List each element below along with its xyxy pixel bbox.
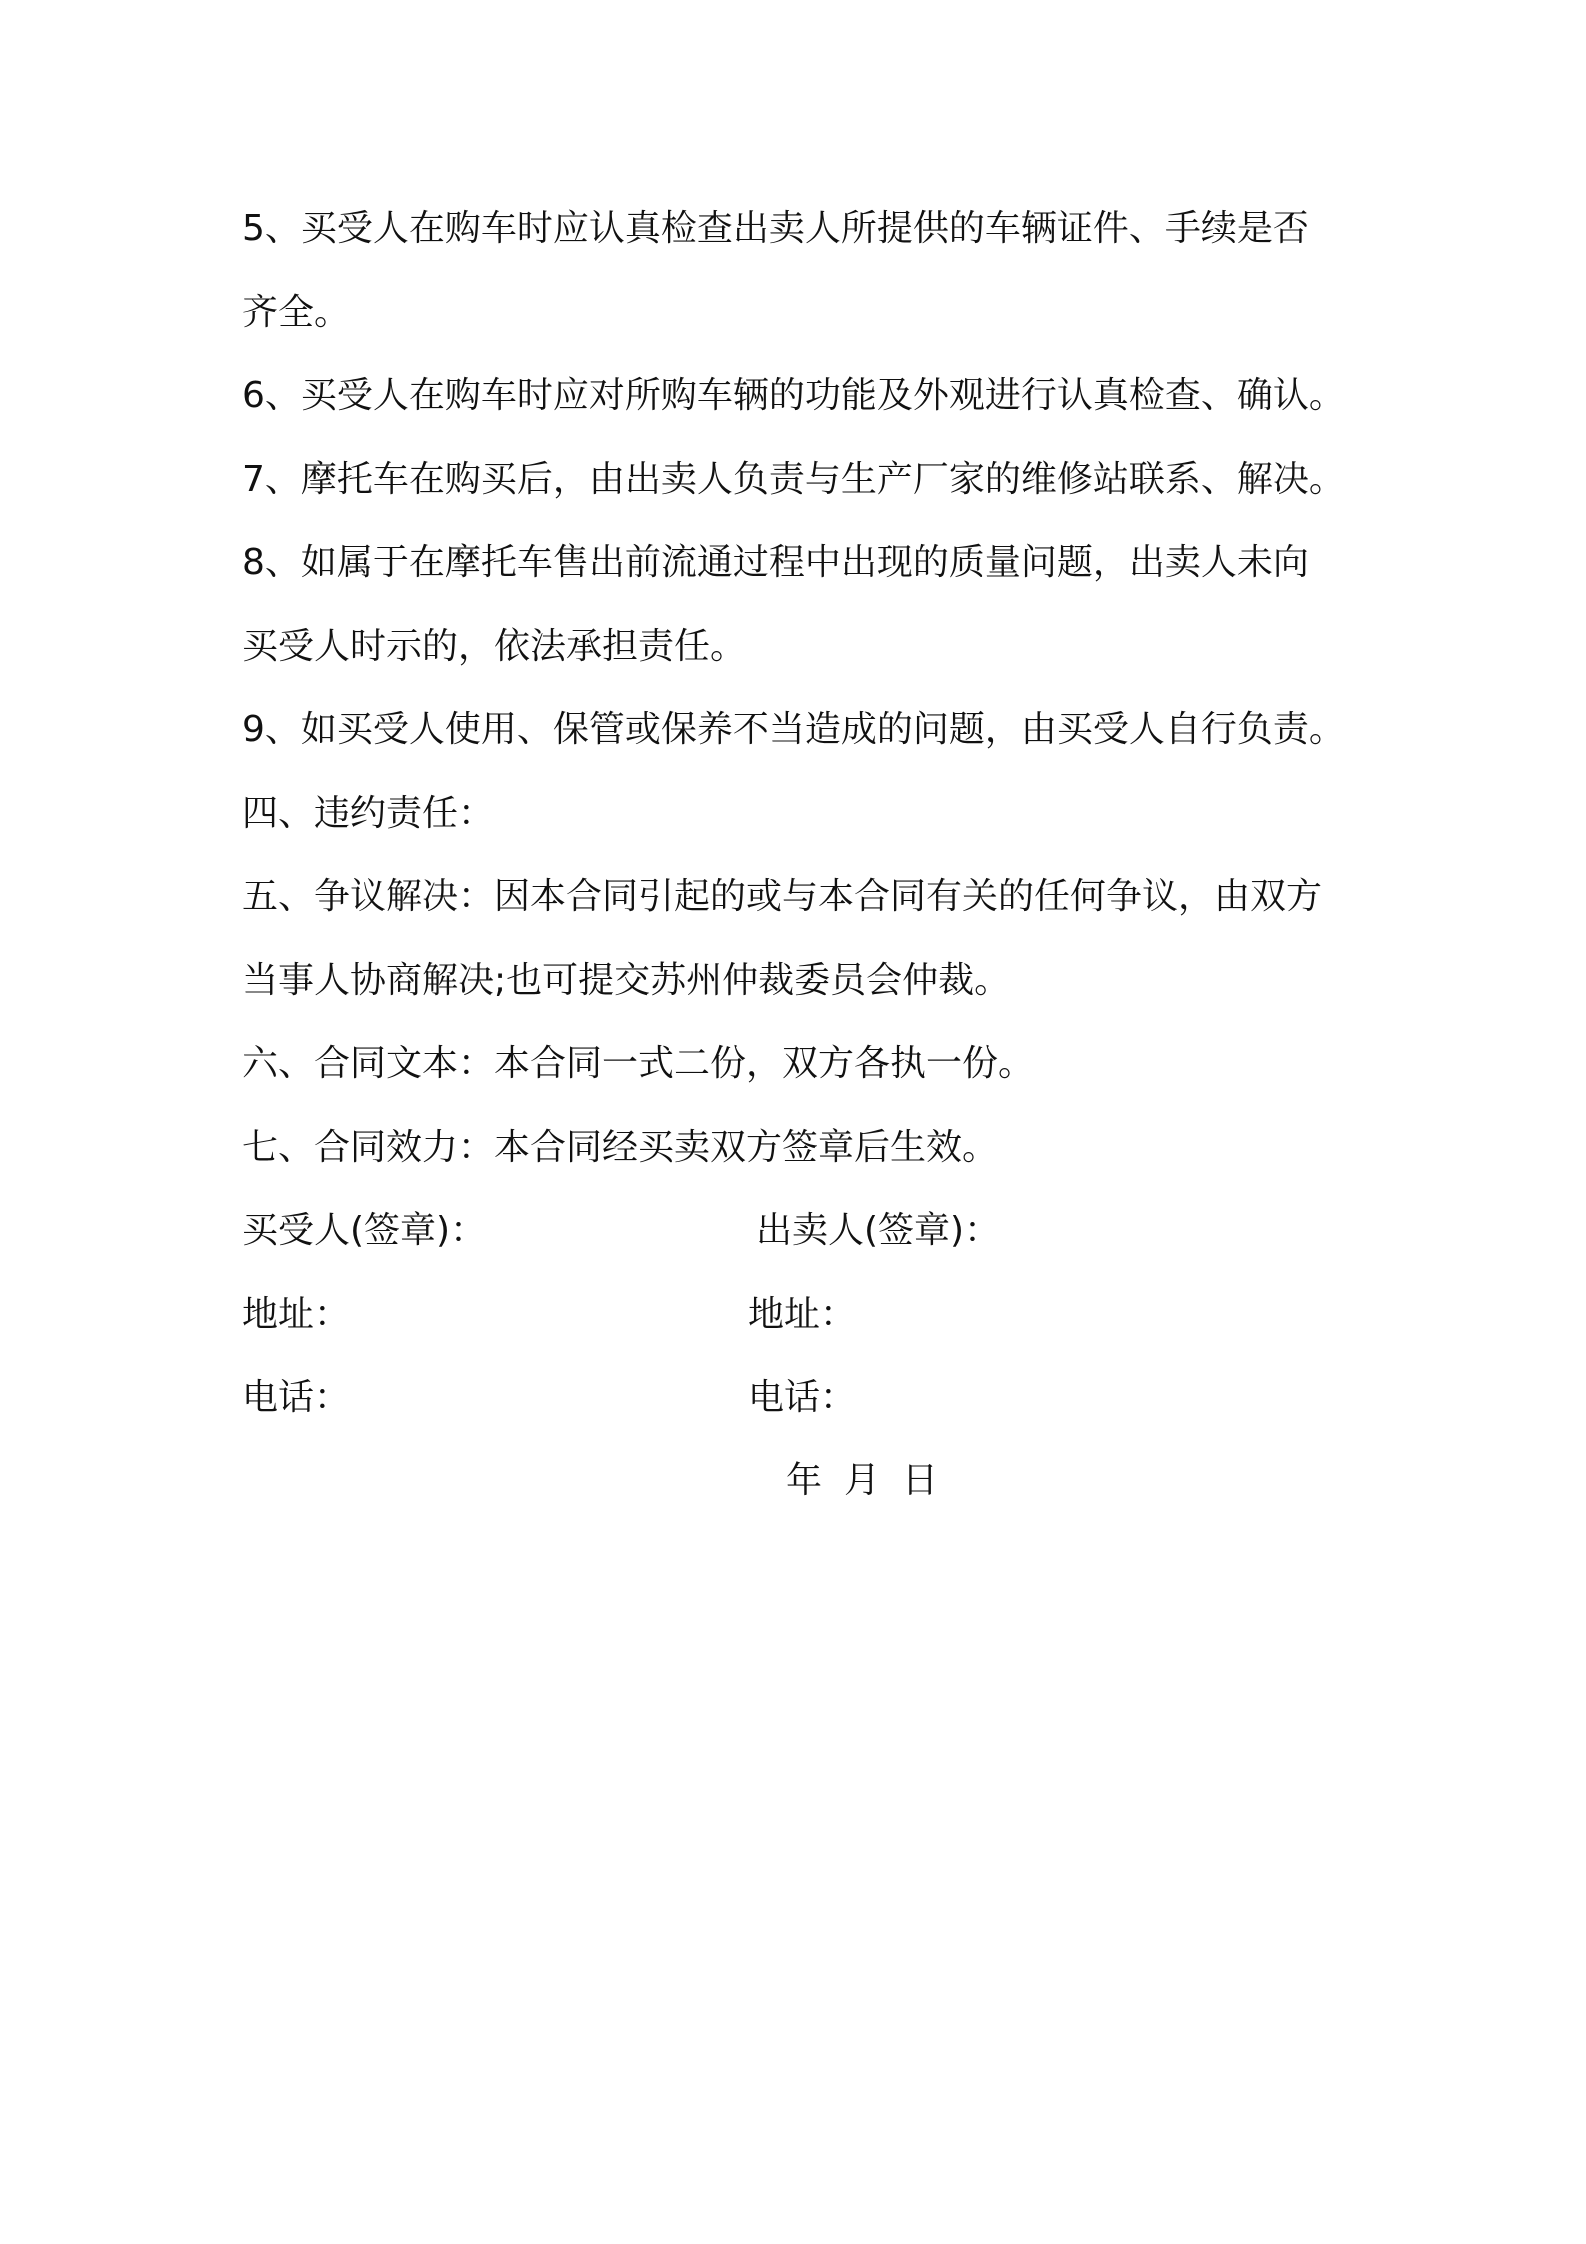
date-month: 月	[844, 1460, 881, 1501]
clause-8-line-2: 买受人时示的，依法承担责任。	[242, 626, 747, 667]
buyer-signature-label: 买受人(签章)：	[242, 1210, 487, 1251]
section-contract-copies: 六、合同文本：本合同一式二份，双方各执一份。	[242, 1043, 1035, 1084]
buyer-phone-label: 电话：	[242, 1377, 351, 1418]
clause-5-line-2: 齐全。	[242, 292, 351, 333]
signing-date	[786, 1457, 960, 1505]
clause-9: 9、如买受人使用、保管或保养不当造成的问题，由买受人自行负责。	[242, 709, 1345, 750]
section-contract-effect: 七、合同效力：本合同经买卖双方签章后生效。	[242, 1127, 999, 1168]
clause-7: 7、摩托车在购买后，由出卖人负责与生产厂家的维修站联系、解决。	[242, 459, 1345, 500]
seller-signature-label: 出卖人(签章)：	[756, 1210, 1001, 1251]
buyer-address-label: 地址：	[242, 1294, 351, 1335]
date-day: 日	[902, 1460, 939, 1501]
clause-6: 6、买受人在购车时应对所购车辆的功能及外观进行认真检查、确认。	[242, 375, 1345, 416]
seller-phone-label: 电话：	[748, 1377, 857, 1418]
clause-5-line-1: 5、买受人在购车时应认真检查出卖人所提供的车辆证件、手续是否	[242, 208, 1309, 249]
section-dispute-line-1: 五、争议解决：因本合同引起的或与本合同有关的任何争议，由双方	[242, 876, 1323, 917]
seller-address-label: 地址：	[748, 1294, 857, 1335]
clause-8-line-1: 8、如属于在摩托车售出前流通过程中出现的质量问题，出卖人未向	[242, 542, 1309, 583]
section-breach-liability: 四、违约责任：	[242, 793, 495, 834]
section-dispute-line-2: 当事人协商解决;也可提交苏州仲裁委员会仲裁。	[242, 960, 1011, 1001]
date-year: 年	[786, 1460, 823, 1501]
